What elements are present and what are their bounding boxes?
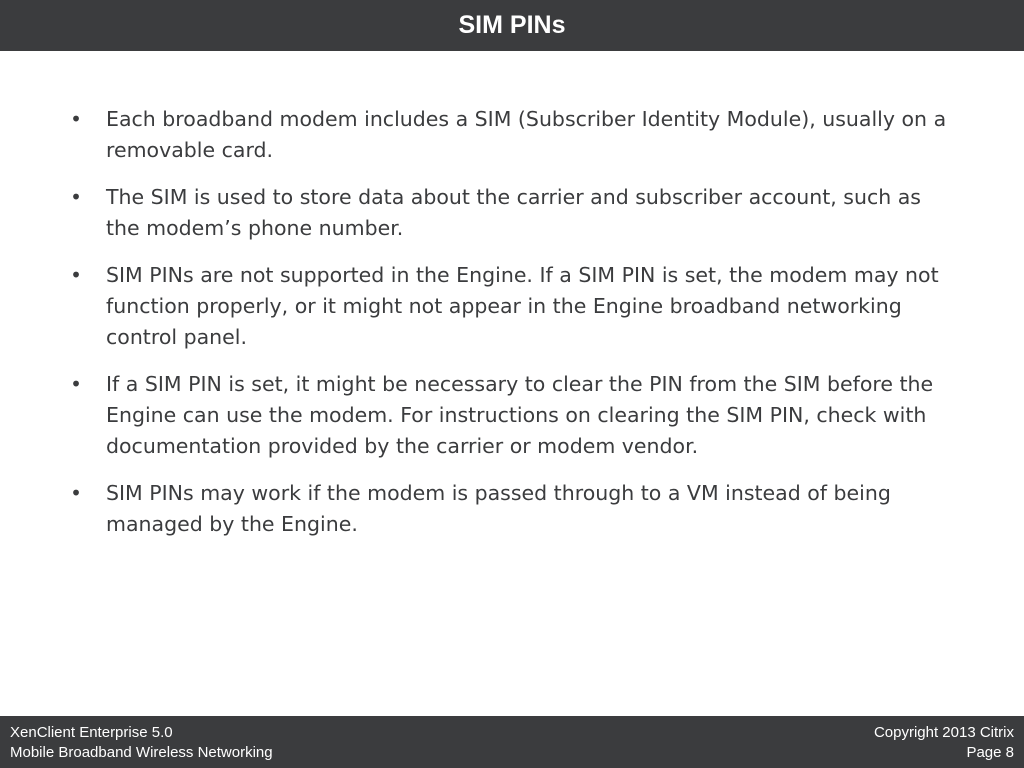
bullet-text: Each broadband modem includes a SIM (Subscriber Identity Module), usually on a removable card. [106, 107, 947, 162]
bullet-marker: • [70, 481, 82, 505]
footer-copyright: Copyright 2013 Citrix [873, 724, 1014, 741]
page-number: Page 8 [966, 744, 1014, 761]
footer-left [10, 723, 273, 763]
footer-product: XenClient Enterprise 5.0 [10, 724, 173, 741]
bullet-marker: • [70, 107, 82, 131]
bullet-text: If a SIM PIN is set, it might be necessary to clear the PIN from the SIM before the Engine can use the modem. For instructions on clearing the SIM PIN, check with documentation provided by the carrier or modem vendor. [106, 372, 934, 458]
bullet-marker: • [70, 263, 82, 287]
bullet-marker: • [70, 185, 82, 209]
bullet-item [70, 369, 950, 462]
bullet-text: SIM PINs may work if the modem is passed through to a VM instead of being managed by the Engine. [106, 481, 891, 536]
bullet-text: SIM PINs are not supported in the Engine. If a SIM PIN is set, the modem may not function properly, or it might not appear in the Engine broadband networking control panel. [106, 263, 939, 349]
bullet-item [70, 478, 950, 540]
footer-topic: Mobile Broadband Wireless Networking [10, 744, 273, 761]
slide-content [70, 104, 950, 556]
footer-bar [0, 716, 1024, 768]
slide-title: SIM PINs [458, 11, 566, 39]
bullet-item [70, 182, 950, 244]
bullet-list [70, 104, 950, 540]
title-bar [0, 0, 1024, 51]
bullet-text: The SIM is used to store data about the carrier and subscriber account, such as the modem’s phone number. [106, 185, 921, 240]
footer-right [874, 723, 1014, 763]
bullet-item [70, 260, 950, 353]
bullet-item [70, 104, 950, 166]
bullet-marker: • [70, 372, 82, 396]
